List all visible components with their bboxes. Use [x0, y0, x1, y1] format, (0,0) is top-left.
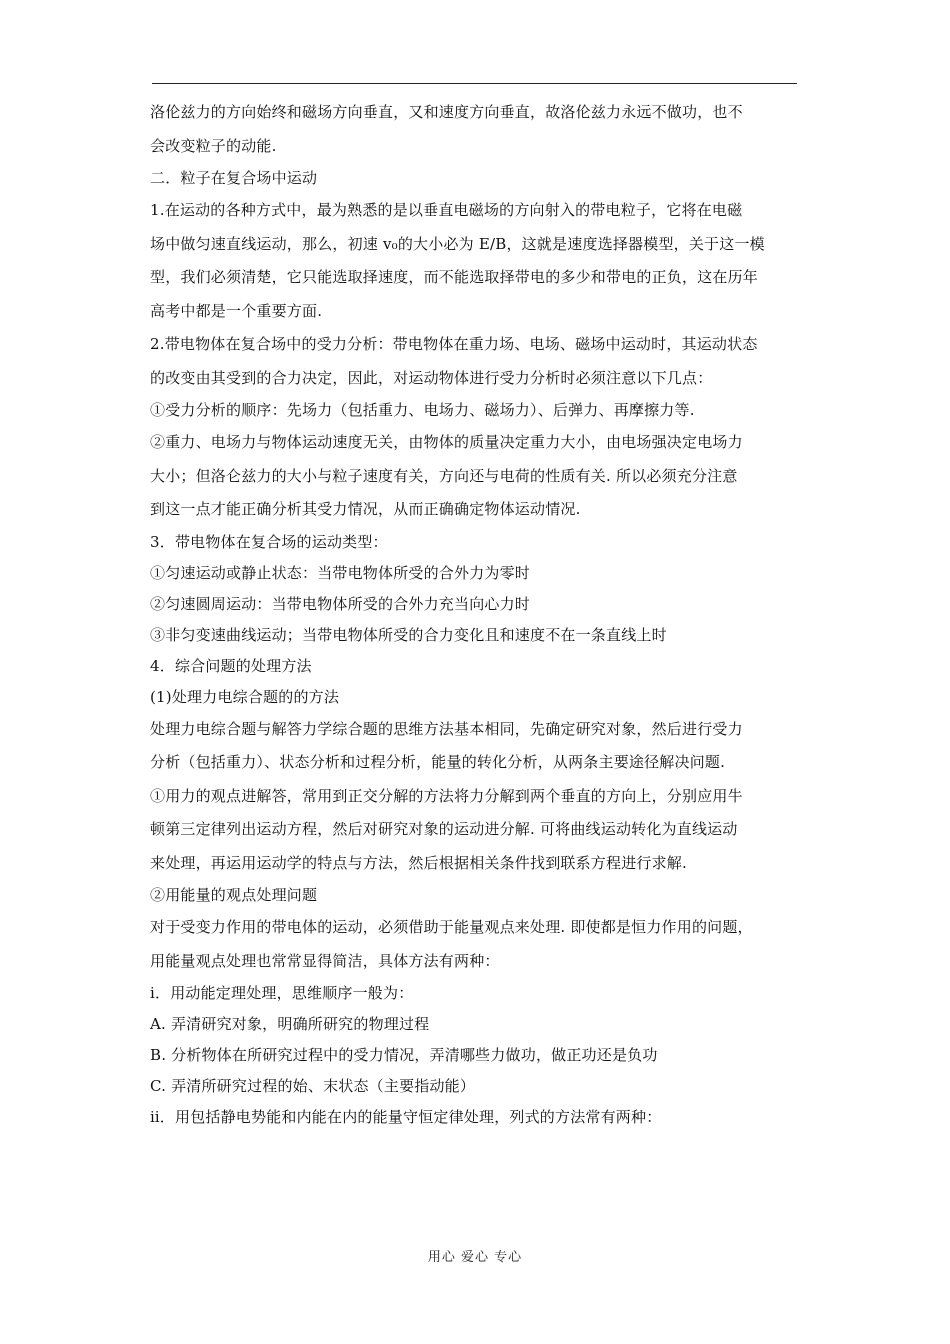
page-footer: 用心 爱心 专心 — [427, 1250, 523, 1265]
text-line: 1.在运动的各种方式中，最为熟悉的是以垂直电磁场的方向射入的带电粒子，它将在电磁 — [150, 201, 743, 219]
text-line: ②匀速圆周运动：当带电物体所受的合外力充当向心力时 — [150, 594, 531, 613]
text-line: ②用能量的观点处理问题 — [150, 886, 318, 904]
text-line: 型，我们必须清楚，它只能选取择速度，而不能选取择带电的多少和带电的正负，这在历年 — [150, 268, 759, 286]
text-line: ①受力分析的顺序：先场力（包括重力、电场力、磁场力）、后弹力、再摩擦力等. — [150, 401, 695, 419]
text-line: 洛伦兹力的方向始终和磁场方向垂直，又和速度方向垂直，故洛伦兹力永远不做功，也不 — [150, 103, 743, 121]
text-line: 3．带电物体在复合场的运动类型： — [150, 532, 388, 551]
text-line: 到这一点才能正确分析其受力情况，从而正确确定物体运动情况. — [150, 500, 581, 518]
text-line: 场中做匀速直线运动，那么，初速 v₀的大小必为 E/B，这就是速度选择器模型，关于这一模 — [150, 234, 765, 253]
document-body — [150, 96, 800, 1133]
text-line: ①用力的观点进解答，常用到正交分解的方法将力分解到两个垂直的方向上，分别应用牛 — [150, 786, 743, 805]
text-line: 顿第三定律列出运动方程，然后对研究对象的运动进分解. 可将曲线运动转化为直线运动 — [150, 820, 738, 838]
header-rule — [152, 83, 797, 84]
text-line: 用能量观点处理也常常显得简洁，具体方法有两种： — [150, 951, 500, 970]
text-line: 会改变粒子的动能. — [150, 136, 277, 155]
text-line: ①匀速运动或静止状态：当带电物体所受的合外力为零时 — [150, 563, 531, 582]
text-line: A. 弄清研究对象，明确所研究的物理过程 — [150, 1015, 430, 1033]
text-line: ②重力、电场力与物体运动速度无关，由物体的质量决定重力大小，由电场强决定电场力 — [150, 433, 743, 451]
text-line: 分析（包括重力）、状态分析和过程分析，能量的转化分析，从两条主要途径解决问题. — [150, 753, 726, 771]
text-line: 对于受变力作用的带电体的运动，必须借助于能量观点来处理. 即使都是恒力作用的问题， — [150, 918, 753, 936]
text-line: 2.带电物体在复合场中的受力分析：带电物体在重力场、电场、磁场中运动时，其运动状态 — [150, 335, 758, 353]
text-line: 的改变由其受到的合力决定，因此，对运动物体进行受力分析时必须注意以下几点： — [150, 368, 713, 387]
section-heading: 二．粒子在复合场中运动 — [150, 169, 318, 187]
text-line: (1)处理力电综合题的的方法 — [150, 687, 340, 706]
text-line: 4．综合问题的处理方法 — [150, 656, 312, 675]
text-line: C. 弄清所研究过程的始、末状态（主要指动能） — [150, 1077, 476, 1095]
text-line: ⅱ．用包括静电势能和内能在内的能量守恒定律处理，列式的方法常有两种： — [150, 1108, 662, 1126]
text-line: 高考中都是一个重要方面. — [150, 301, 323, 320]
text-line: 大小；但洛仑兹力的大小与粒子速度有关，方向还与电荷的性质有关. 所以必须充分注意 — [150, 466, 738, 485]
text-line: ⅰ．用动能定理处理，思维顺序一般为： — [150, 984, 414, 1002]
text-line: 来处理，再运用运动学的特点与方法，然后根据相关条件找到联系方程进行求解. — [150, 853, 687, 872]
text-line: ③非匀变速曲线运动；当带电物体所受的合力变化且和速度不在一条直线上时 — [150, 625, 667, 644]
text-line: 处理力电综合题与解答力学综合题的思维方法基本相同，先确定研究对象，然后进行受力 — [150, 719, 743, 738]
text-line: B. 分析物体在所研究过程中的受力情况，弄清哪些力做功，做正功还是负功 — [150, 1046, 658, 1064]
